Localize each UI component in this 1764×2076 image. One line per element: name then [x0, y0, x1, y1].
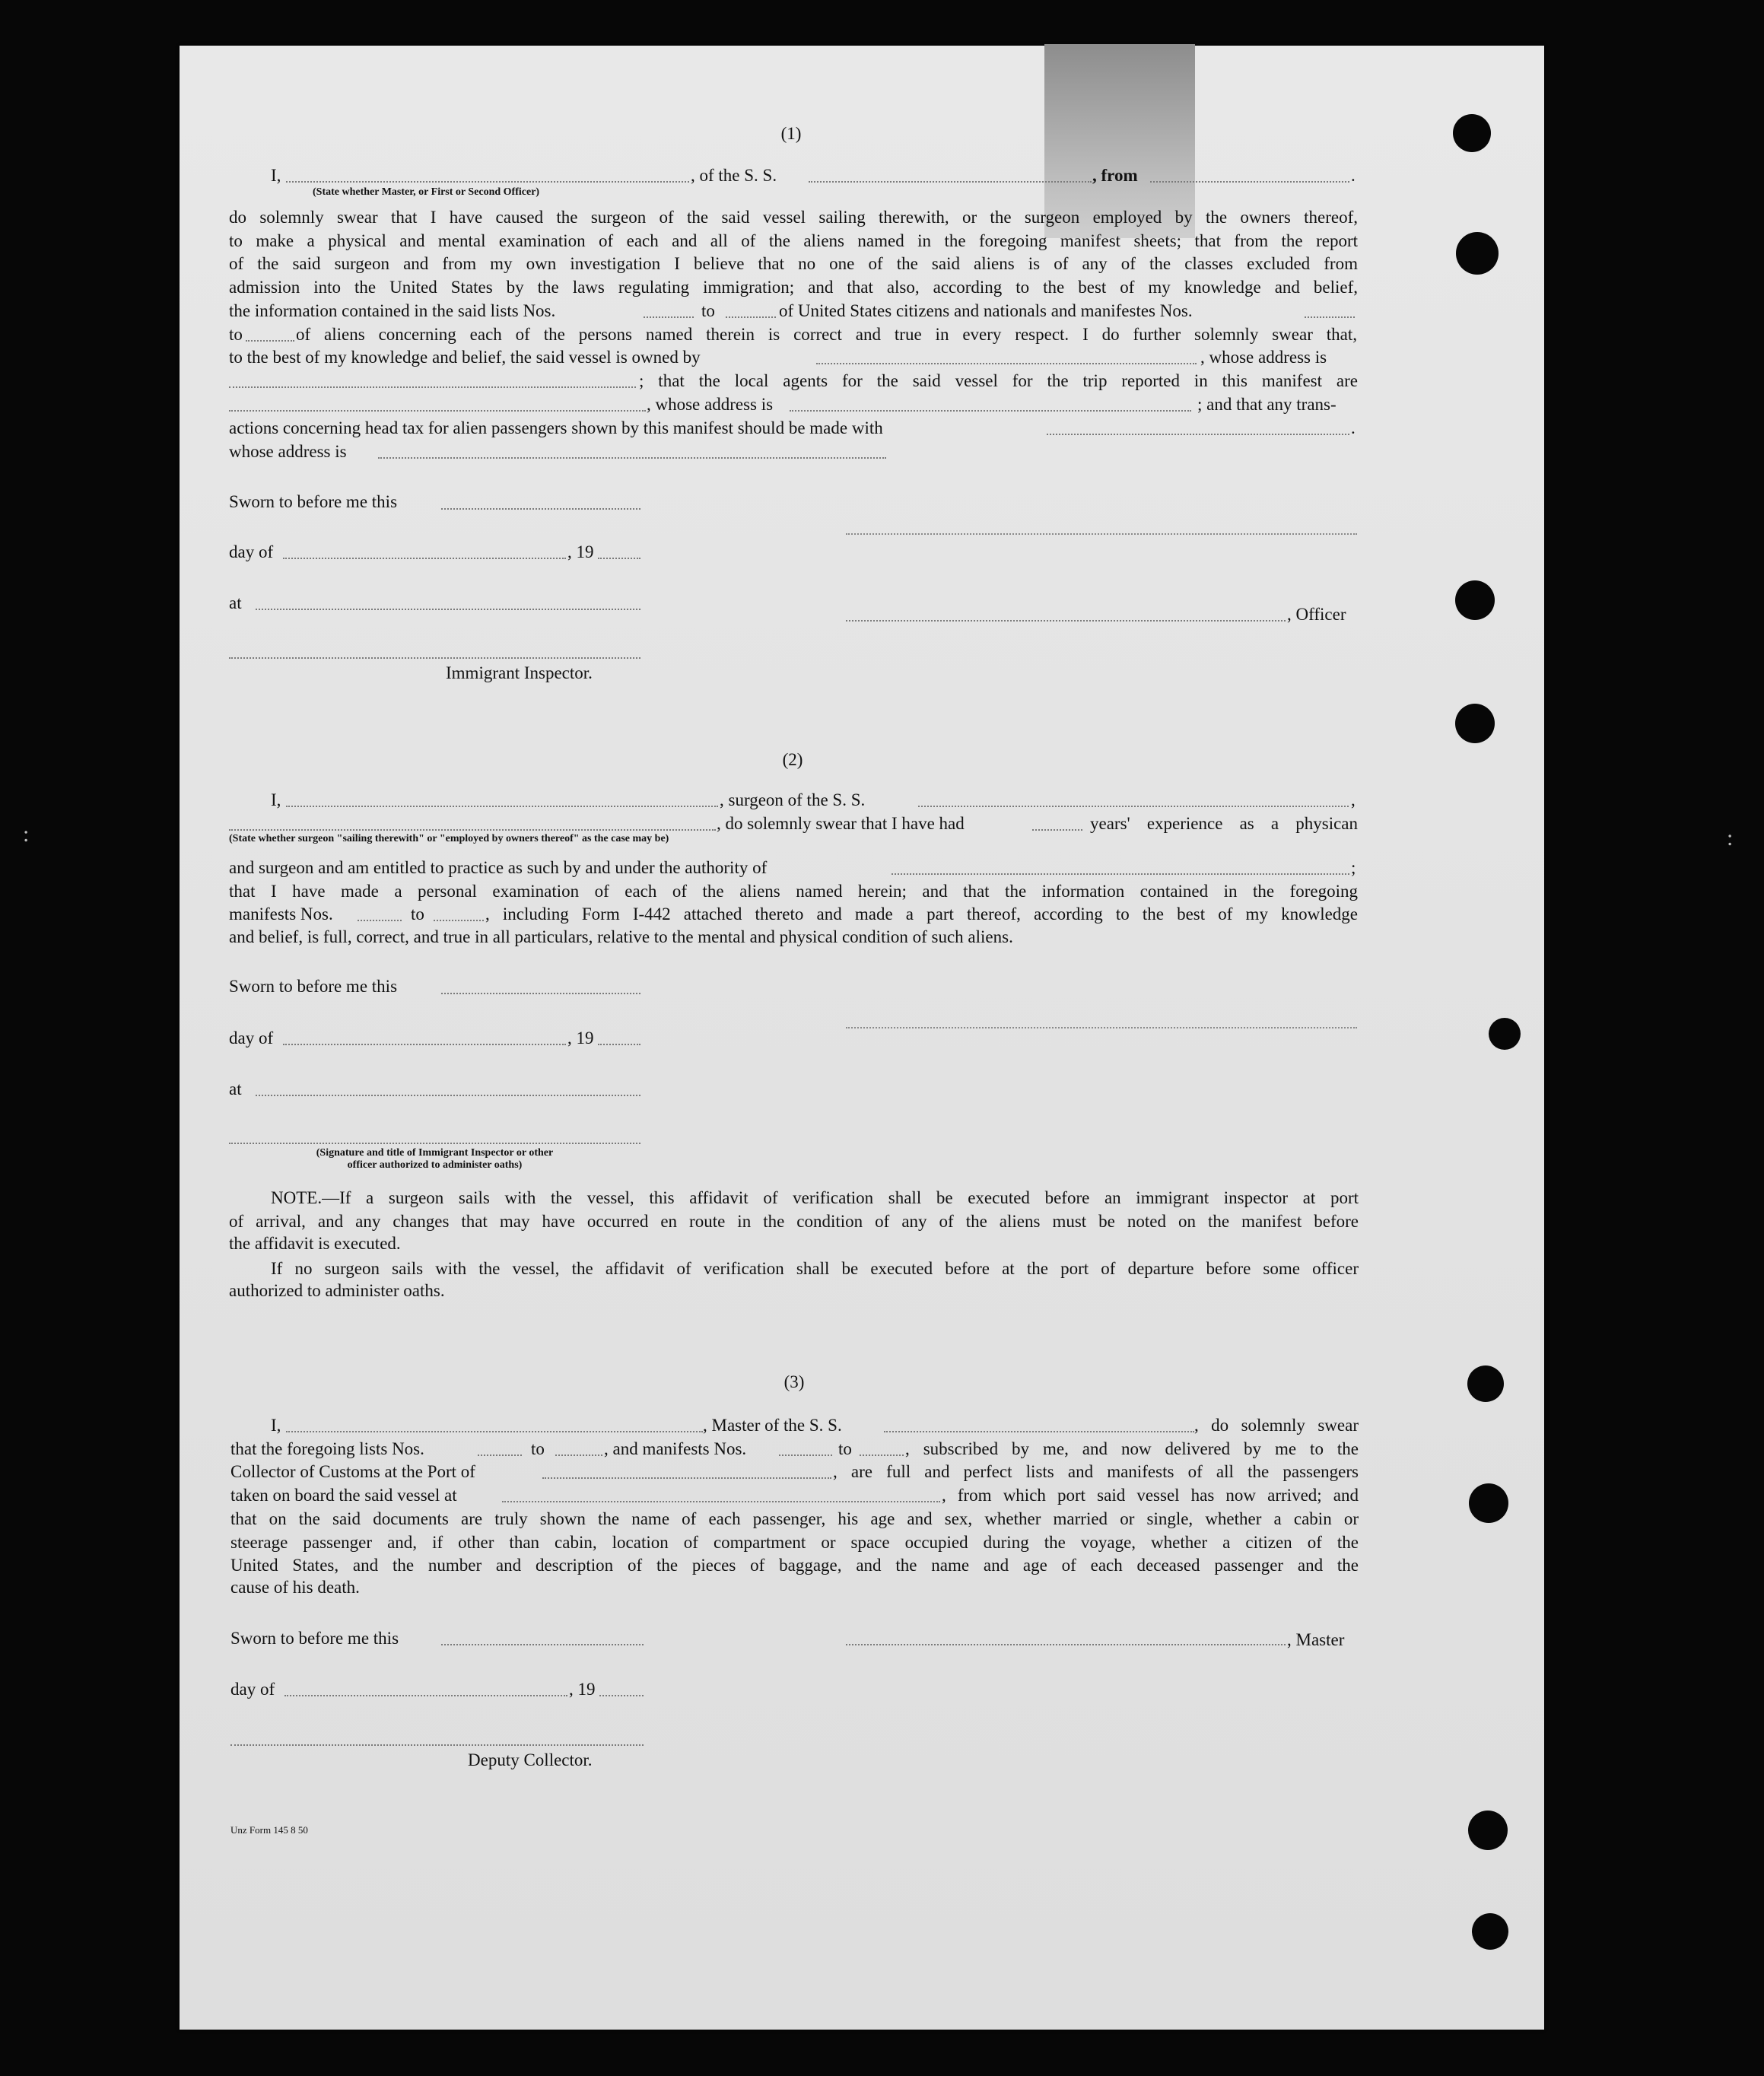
binder-hole-2	[1456, 232, 1499, 275]
s2-intro-surgeon: , surgeon of the S. S.	[720, 790, 866, 809]
s2-line-3a: and surgeon and am entitled to practice as such by and under the authority of	[229, 858, 768, 877]
s2-sig-caption-2: officer authorized to administer oaths)	[347, 1159, 523, 1171]
s2-year: , 19	[567, 1028, 594, 1048]
scan-mark-left: :	[23, 822, 30, 847]
s2-intro-dot: ,	[1351, 790, 1356, 809]
s1-line-9a: , whose address is	[647, 395, 774, 414]
s1-intro-dot: .	[1351, 166, 1356, 185]
s3-line-5: that on the said documents are truly shown the name of each passenger, his age and sex, whether married or single, whether a cabin or	[230, 1509, 1359, 1528]
binder-hole-6	[1467, 1365, 1504, 1402]
s3-day-of: day of	[230, 1680, 275, 1699]
s1-line-6b: of aliens concerning each of the persons named therein is correct and true in every respect. I do further solemnly swear that,	[296, 325, 1357, 344]
s2-day-of: day of	[229, 1028, 274, 1048]
s3-line-7: United States, and the number and description of the pieces of baggage, and the name and age of each deceased passenger and the	[230, 1556, 1359, 1575]
s3-line-8: cause of his death.	[230, 1578, 360, 1597]
s1-line-7b: , whose address is	[1200, 348, 1327, 367]
s1-line-1: do solemnly swear that I have caused the surgeon of the said vessel sailing therewith, or the surgeon employed by the owners thereof,	[229, 208, 1358, 227]
s2-note2-line: If no surgeon sails with the vessel, the affidavit of verification shall be executed before at the port of departure before some officer	[271, 1259, 1359, 1278]
s1-intro-from: , from	[1092, 166, 1138, 185]
s2-note-end: the affidavit is executed.	[229, 1234, 401, 1253]
s2-note2-end: authorized to administer oaths.	[229, 1281, 445, 1300]
s2-line-4: that I have made a personal examination of each of the aliens named herein; and that the information contained in the foregoing	[229, 882, 1358, 901]
s3-line-3a: Collector of Customs at the Port of	[230, 1462, 475, 1481]
s1-year: , 19	[567, 542, 594, 561]
s1-caption: (State whether Master, or First or Second Officer)	[313, 186, 540, 198]
s1-sworn: Sworn to before me this	[229, 492, 398, 511]
s2-line-5c: , including Form I-442 attached thereto and made a part thereof, according to the best of my knowledge	[485, 904, 1358, 924]
binder-hole-3	[1455, 580, 1495, 620]
s2-note-2: of arrival, and any changes that may have occurred en route in the condition of any of the aliens must be noted on the manifest before	[229, 1212, 1359, 1231]
s3-line-2d: to	[838, 1439, 852, 1458]
s3-line-6: steerage passenger and, if other than cabin, location of compartment or space occupied during the voyage, whether a citizen of the	[230, 1533, 1359, 1552]
s2-line-5b: to	[411, 904, 424, 924]
s1-line-4: admission into the United States by the laws regulating immigration; and that also, according to the best of my knowledge and belief,	[229, 278, 1358, 297]
scan-mark-right: :	[1727, 825, 1734, 850]
s3-line-1c: , do solemnly swear	[1194, 1416, 1359, 1435]
binder-hole-4	[1455, 704, 1495, 743]
s1-line-10b: .	[1351, 418, 1356, 437]
s2-sig-caption-1: (Signature and title of Immigrant Inspector or other	[316, 1147, 554, 1159]
s1-line-7a: to the best of my knowledge and belief, the said vessel is owned by	[229, 348, 701, 367]
s3-master: , Master	[1287, 1630, 1345, 1649]
s2-intro-i: I,	[271, 790, 281, 809]
s3-line-1a: I,	[271, 1416, 281, 1435]
s2-line-5a: manifests Nos.	[229, 904, 333, 924]
s3-line-4a: taken on board the said vessel at	[230, 1486, 457, 1505]
s2-caption: (State whether surgeon "sailing therewith" or "employed by owners thereof" as the case may be)	[229, 833, 669, 844]
s1-line-10a: actions concerning head tax for alien passengers shown by this manifest should be made with	[229, 418, 883, 437]
s1-intro-ofss: , of the S. S.	[691, 166, 777, 185]
s2-line-6: and belief, is full, correct, and true in all particulars, relative to the mental and physical condition of such aliens.	[229, 927, 1013, 946]
s1-line-8a: ; that the local agents for the said vessel for the trip reported in this manifest are	[639, 371, 1358, 390]
s3-line-4b: , from which port said vessel has now arrived; and	[942, 1486, 1359, 1505]
s3-line-2e: , subscribed by me, and now delivered by me to the	[905, 1439, 1359, 1458]
s2-sworn: Sworn to before me this	[229, 977, 398, 996]
s3-collector: Deputy Collector.	[468, 1750, 593, 1769]
s1-line-9b: ; and that any trans-	[1197, 395, 1337, 414]
s3-year: , 19	[569, 1680, 596, 1699]
s1-line-5a: the information contained in the said lists Nos.	[229, 301, 556, 320]
section-1-number: (1)	[780, 124, 802, 143]
s1-line-2: to make a physical and mental examination of each and all of the aliens named in the foregoing manifest sheets; that from the report	[229, 231, 1358, 250]
s3-sworn: Sworn to before me this	[230, 1629, 399, 1648]
form-number: Unz Form 145 8 50	[230, 1824, 308, 1836]
s2-line-3b: ;	[1351, 858, 1356, 877]
s1-at: at	[229, 593, 242, 612]
s1-line-3: of the said surgeon and from my own investigation I believe that no one of the said aliens is of any of the classes excluded from	[229, 254, 1358, 273]
s1-line-11a: whose address is	[229, 442, 347, 461]
s3-line-2b: to	[531, 1439, 545, 1458]
s2-note-1: NOTE.—If a surgeon sails with the vessel, this affidavit of verification shall be executed before an immigrant inspector at port	[271, 1188, 1359, 1207]
s3-line-2c: , and manifests Nos.	[604, 1439, 747, 1458]
s3-line-3b: , are full and perfect lists and manifests of all the passengers	[833, 1462, 1359, 1481]
s1-inspector: Immigrant Inspector.	[446, 663, 593, 682]
s2-line-2a: , do solemnly swear that I have had	[717, 814, 965, 833]
section-3-number: (3)	[783, 1372, 805, 1391]
binder-hole-7	[1469, 1483, 1508, 1523]
binder-hole-8	[1468, 1811, 1508, 1850]
s1-day-of: day of	[229, 542, 274, 561]
s2-at: at	[229, 1079, 242, 1098]
s1-officer: , Officer	[1287, 605, 1346, 624]
s1-line-5c: of United States citizens and nationals and manifestes Nos.	[779, 301, 1193, 320]
s1-line-6a: to	[229, 325, 243, 344]
binder-hole-9	[1472, 1913, 1508, 1950]
section-2-number: (2)	[782, 750, 803, 769]
s2-line-2b: years' experience as a physican	[1090, 814, 1358, 833]
s3-line-2a: that the foregoing lists Nos.	[230, 1439, 424, 1458]
s1-intro-i: I,	[271, 166, 281, 185]
binder-hole-5	[1489, 1018, 1521, 1050]
binder-hole-1	[1453, 114, 1491, 152]
s3-line-1b: , Master of the S. S.	[703, 1416, 842, 1435]
s1-line-5b: to	[701, 301, 715, 320]
